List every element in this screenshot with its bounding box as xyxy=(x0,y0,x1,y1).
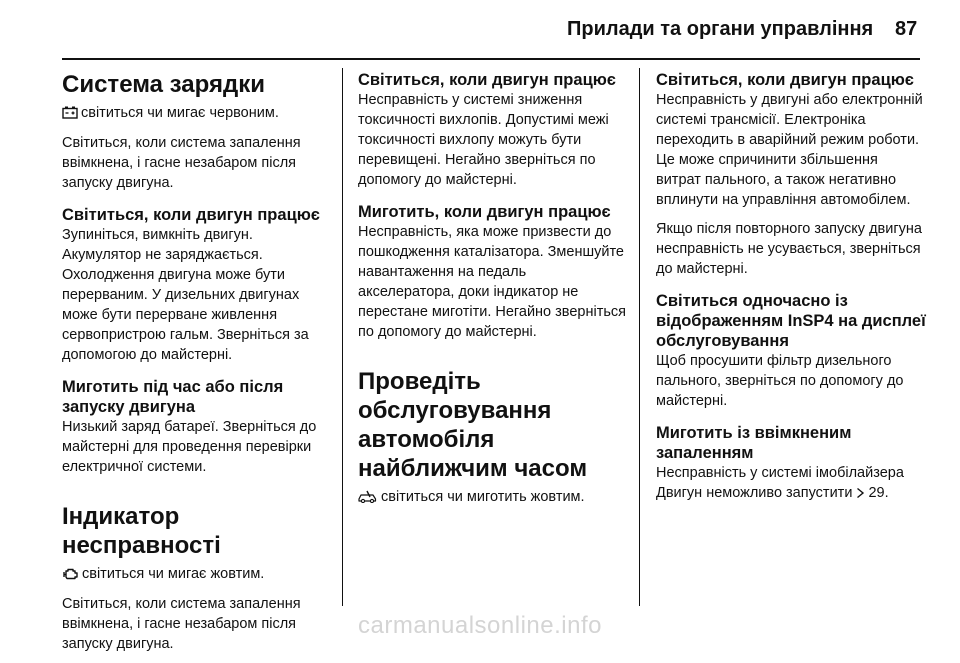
watermark: carmanualsonline.info xyxy=(358,612,602,639)
battery-icon xyxy=(62,105,78,125)
page-number: 87 xyxy=(895,18,918,40)
column-1 xyxy=(62,70,332,663)
service-indicator-line xyxy=(358,487,626,509)
page-header-title: Прилади та органи управління xyxy=(567,18,874,40)
column-divider-1 xyxy=(342,68,343,606)
page-header xyxy=(0,0,960,58)
heading-flashing-start: Миготить під час або після запуску двигуна xyxy=(62,378,284,416)
wrench-car-icon xyxy=(358,489,378,509)
charging-indicator-line xyxy=(62,103,332,125)
paragraph-flashing-start: Низький заряд батареї. Зверніться до майстерні для проведення перевірки електричної системи. xyxy=(62,419,317,475)
paragraph-transmission-fault: Несправність у двигуні або електронній системі трансмісії. Електроніка переходить в аварійний режим роботи. Це може спричинити збільшення витрат пального, а також негативно вплинути на управління автомобілем. xyxy=(656,92,923,208)
heading-lit-engine-running: Світиться, коли двигун працює xyxy=(62,206,320,224)
heading-flashing-engine-running: Миготить, коли двигун працює xyxy=(358,203,611,221)
page-reference-link[interactable]: 29. xyxy=(868,485,889,501)
malfunction-indicator-line xyxy=(62,564,332,586)
heading-lit-engine-running: Світиться, коли двигун працює xyxy=(358,71,616,89)
engine-icon xyxy=(62,566,79,586)
heading-flashing-ignition-on: Миготить із ввімкненим запаленням xyxy=(656,424,852,462)
paragraph-emission-fault: Несправність у системі зниження токсичності вихлопів. Допустимі межі токсичності вихлопу можуть бути перевищені. Негайно зверніться по допомогу до майстерні. xyxy=(358,92,609,188)
heading-lit-engine-running: Світиться, коли двигун працює xyxy=(656,71,914,89)
column-divider-2 xyxy=(639,68,640,606)
section-heading-malfunction-indicator: Індикатор несправності xyxy=(62,503,221,559)
section-heading-service-soon: Проведіть обслуговування автомобіля найближчим часом xyxy=(358,368,588,482)
immobiliser-text: Несправність у системі імобілайзера Двигун неможливо запустити xyxy=(656,465,904,501)
paragraph-immobiliser-fault xyxy=(656,463,926,505)
paragraph-diesel-filter: Щоб просушити фільтр дизельного пального, зверніться по допомогу до майстерні. xyxy=(656,353,904,409)
header-rule xyxy=(62,58,920,60)
paragraph-lit-engine-running: Зупиніться, вимкніть двигун. Акумулятор не заряджається. Охолодження двигуна може бути перерваним. У дизельних двигунах може бути перерване живлення сервопристрою гальм. Зверніться за допомогою до майстерні. xyxy=(62,227,309,363)
page-ref-arrow-icon xyxy=(856,485,865,505)
paragraph-restart-advice: Якщо після повторного запуску двигуна несправність не усувається, зверніться до майстерні. xyxy=(656,221,922,277)
charging-paragraph: Світиться, коли система запалення ввімкнена, і гасне незабаром після запуску двигуна. xyxy=(62,135,301,191)
heading-insp4-display: Світиться одночасно із відображенням InSP4 на дисплеї обслуговування xyxy=(656,292,926,350)
column-2 xyxy=(358,70,626,518)
service-indicator-text: світиться чи миготить жовтим. xyxy=(381,489,585,505)
paragraph-catalyst-fault: Несправність, яка може призвести до пошкодження каталізатора. Зменшуйте навантаження на педаль акселератора, доки індикатор не перестане миготіти. Негайно зверніться по допомогу до майстерні. xyxy=(358,224,626,340)
charging-indicator-text: світиться чи мигає червоним. xyxy=(81,105,279,121)
malfunction-paragraph: Світиться, коли система запалення ввімкнена, і гасне незабаром після запуску двигуна. xyxy=(62,596,301,652)
section-heading-charging-system: Система зарядки xyxy=(62,71,265,98)
malfunction-indicator-text: світиться чи мигає жовтим. xyxy=(82,566,265,582)
column-3 xyxy=(656,70,926,514)
